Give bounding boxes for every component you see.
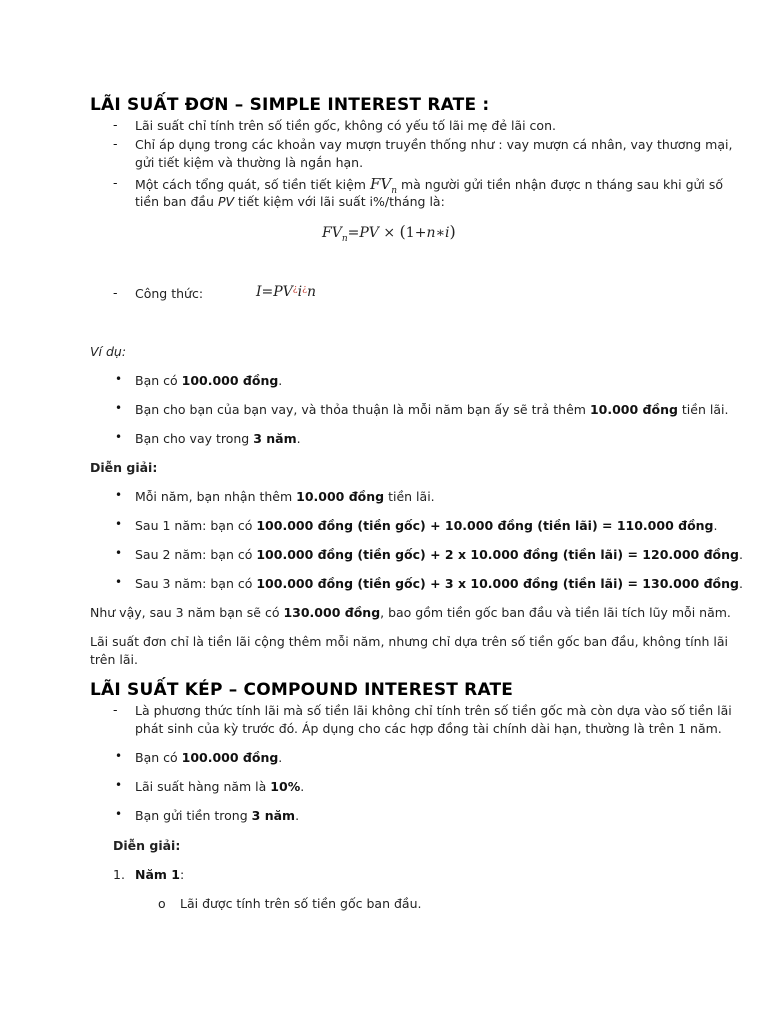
step-number: 1. bbox=[113, 867, 125, 882]
simple-dash-item-2-cont: gửi tiết kiệm và thường là ngắn hạn. bbox=[135, 155, 364, 170]
example-item-2: Bạn cho bạn của bạn vay, và thỏa thuận là mỗi năm bạn ấy sẽ trả thêm 10.000 đồng tiền lãi. bbox=[135, 402, 729, 417]
dash-marker: - bbox=[113, 117, 118, 132]
compound-item-2: Lãi suất hàng năm là 10%. bbox=[135, 779, 305, 794]
compound-dash-item: Là phương thức tính lãi mà số tiền lãi không chỉ tính trên số tiền gốc mà còn dựa vào số tiền lãi bbox=[135, 703, 732, 718]
simple-dash-item-3-cont: tiền ban đầu PV tiết kiệm với lãi suất i%/tháng là: bbox=[135, 194, 445, 209]
compound-step-1: Năm 1: bbox=[135, 867, 185, 882]
compound-item-3: Bạn gửi tiền trong 3 năm. bbox=[135, 808, 300, 823]
formula-interest: I=PV¿i¿n bbox=[256, 284, 316, 300]
compound-dash-item-cont: phát sinh của kỳ trước đó. Áp dụng cho các hợp đồng tài chính dài hạn, thường là trên 1 năm. bbox=[135, 721, 722, 736]
section-title-compound: LÃI SUẤT KÉP – COMPOUND INTEREST RATE bbox=[90, 680, 514, 700]
explain-item-2: Sau 1 năm: bạn có 100.000 đồng (tiền gốc) + 10.000 đồng (tiền lãi) = 110.000 đồng. bbox=[135, 518, 718, 533]
dash-marker: - bbox=[113, 136, 118, 151]
bullet-marker: • bbox=[115, 372, 123, 386]
formula-future-value: $FV_n=PV$ × (1+n∗i) bbox=[322, 222, 456, 244]
dash3-post: mà người gửi tiền nhận được n tháng sau khi gửi số bbox=[400, 177, 724, 192]
vi-du-label: Ví dụ: bbox=[90, 344, 127, 359]
simple-dash-item-1: Lãi suất chỉ tính trên số tiền gốc, không có yếu tố lãi mẹ đẻ lãi con. bbox=[135, 118, 556, 133]
pv-symbol: PV bbox=[217, 194, 235, 209]
explain-item-1: Mỗi năm, bạn nhận thêm 10.000 đồng tiền lãi. bbox=[135, 489, 435, 504]
fv-symbol: $FV_n$ bbox=[369, 175, 397, 196]
explain-item-4: Sau 3 năm: bạn có 100.000 đồng (tiền gốc) + 3 x 10.000 đồng (tiền lãi) = 130.000 đồng. bbox=[135, 576, 743, 591]
cong-thuc-label: Công thức: bbox=[135, 286, 204, 301]
compound-item-1: Bạn có 100.000 đồng. bbox=[135, 750, 283, 765]
summary-line: Như vậy, sau 3 năm bạn sẽ có 130.000 đồng, bao gồm tiền gốc ban đầu và tiền lãi tích lũy mỗi năm. bbox=[90, 605, 731, 620]
example-item-3: Bạn cho vay trong 3 năm. bbox=[135, 431, 301, 446]
section-title-simple: LÃI SUẤT ĐƠN – SIMPLE INTEREST RATE : bbox=[90, 95, 490, 115]
bullet-marker: • bbox=[115, 749, 123, 763]
dash-marker: - bbox=[113, 285, 118, 300]
explain-item-3: Sau 2 năm: bạn có 100.000 đồng (tiền gốc) + 2 x 10.000 đồng (tiền lãi) = 120.000 đồng. bbox=[135, 547, 743, 562]
simple-paragraph-line-1: Lãi suất đơn chỉ là tiền lãi cộng thêm mỗi năm, nhưng chỉ dựa trên số tiền gốc ban đầu, không tính lãi bbox=[90, 634, 728, 649]
example-item-1: Bạn có 100.000 đồng. bbox=[135, 373, 283, 388]
sub-bullet-marker: o bbox=[158, 896, 166, 911]
bullet-marker: • bbox=[115, 488, 123, 502]
dien-giai-label: Diễn giải: bbox=[90, 460, 158, 475]
dash3-pre: Một cách tổng quát, số tiền tiết kiệm bbox=[135, 177, 366, 192]
compound-sub-item: Lãi được tính trên số tiền gốc ban đầu. bbox=[180, 896, 422, 911]
bullet-marker: • bbox=[115, 778, 123, 792]
bullet-marker: • bbox=[115, 430, 123, 444]
bullet-marker: • bbox=[115, 807, 123, 821]
bullet-marker: • bbox=[115, 546, 123, 560]
bullet-marker: • bbox=[115, 401, 123, 415]
simple-paragraph-line-2: trên lãi. bbox=[90, 652, 138, 667]
dash-marker: - bbox=[113, 175, 118, 190]
dash-marker: - bbox=[113, 702, 118, 717]
simple-dash-item-2: Chỉ áp dụng trong các khoản vay mượn truyền thống như : vay mượn cá nhân, vay thương mại, bbox=[135, 137, 733, 152]
compound-dien-giai-label: Diễn giải: bbox=[113, 838, 181, 853]
bullet-marker: • bbox=[115, 517, 123, 531]
bullet-marker: • bbox=[115, 575, 123, 589]
